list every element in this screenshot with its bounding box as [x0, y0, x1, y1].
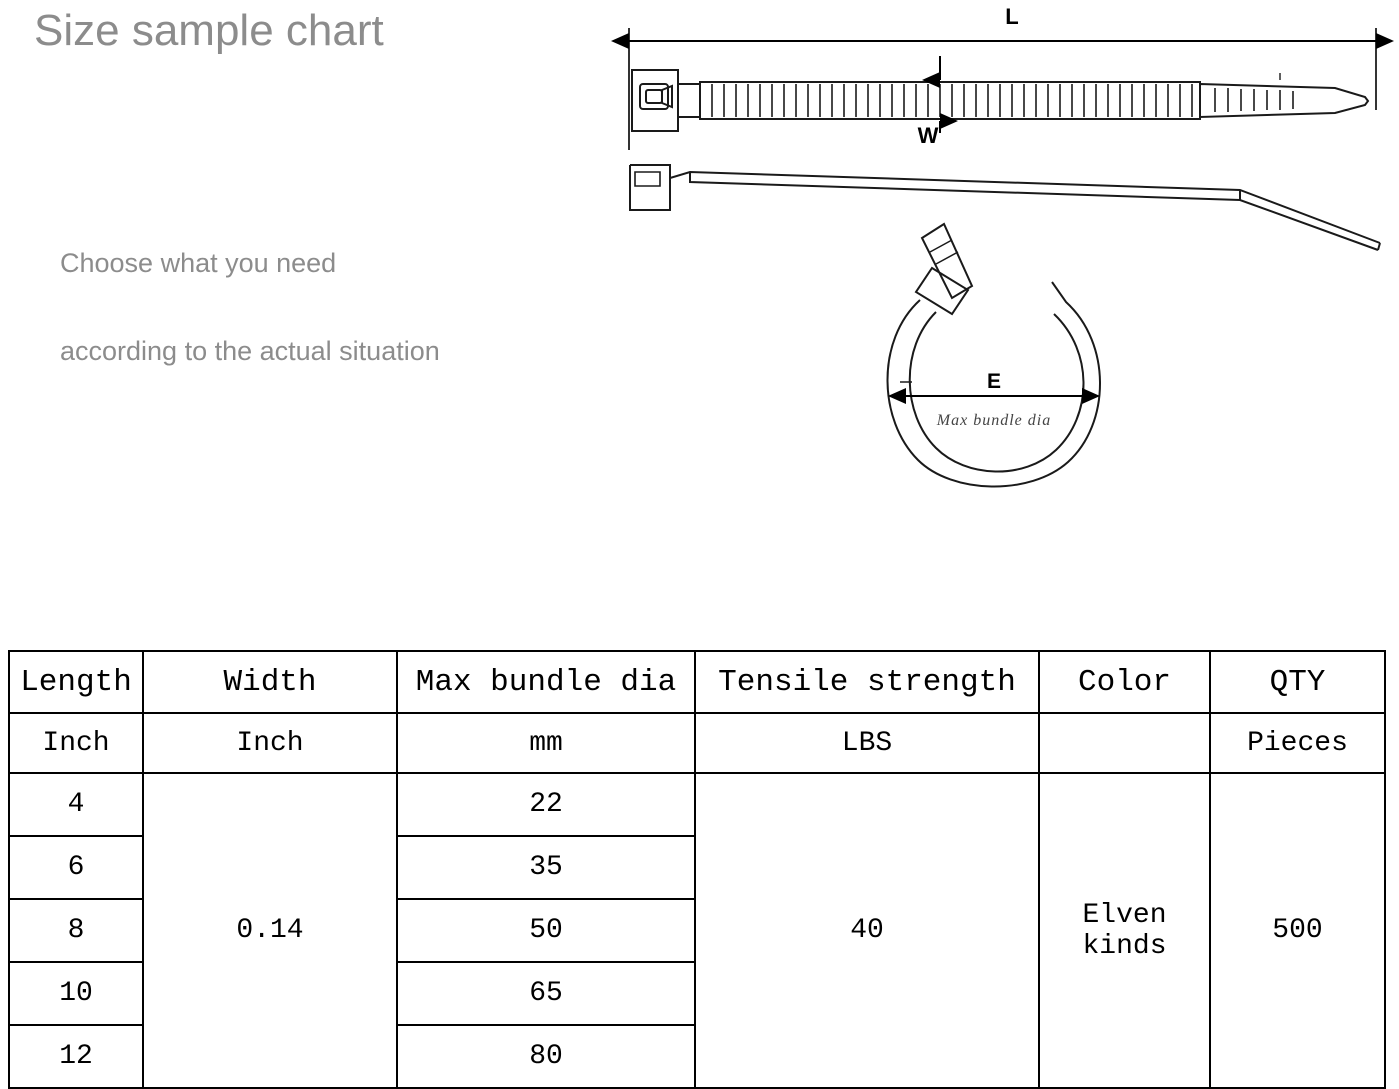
cell-width-value: 0.14 — [143, 773, 397, 1088]
header-qty: QTY — [1210, 651, 1385, 713]
label-bundle: E — [986, 370, 1002, 393]
cell-max-bundle-dia: 80 — [397, 1025, 695, 1088]
cable-tie-top-view — [632, 70, 1368, 131]
cell-max-bundle-dia: 65 — [397, 962, 695, 1025]
cell-length: 12 — [9, 1025, 143, 1088]
cell-qty-value: 500 — [1210, 773, 1385, 1088]
page-title: Size sample chart — [34, 6, 384, 55]
intro-line-2: according to the actual situation — [60, 336, 440, 366]
cell-length: 4 — [9, 773, 143, 836]
length-dimension — [629, 28, 1376, 150]
cable-tie-side-view — [630, 165, 1380, 250]
table-unit-row — [9, 713, 1385, 773]
unit-length: Inch — [9, 713, 143, 773]
header-length: Length — [9, 651, 143, 713]
cable-tie-loop-view — [888, 224, 1101, 487]
unit-max-bundle-dia: mm — [397, 713, 695, 773]
cell-length: 6 — [9, 836, 143, 899]
header-color: Color — [1039, 651, 1210, 713]
label-length: L — [1005, 4, 1019, 29]
cable-tie-illustration — [600, 0, 1399, 520]
label-bundle-subtitle: Max bundle dia — [936, 412, 1052, 429]
unit-width: Inch — [143, 713, 397, 773]
unit-qty: Pieces — [1210, 713, 1385, 773]
cell-max-bundle-dia: 22 — [397, 773, 695, 836]
unit-tensile-strength: LBS — [695, 713, 1039, 773]
cell-max-bundle-dia: 50 — [397, 899, 695, 962]
spec-table — [8, 650, 1386, 1089]
cell-length: 10 — [9, 962, 143, 1025]
header-width: Width — [143, 651, 397, 713]
cell-length: 8 — [9, 899, 143, 962]
table-row — [9, 773, 1385, 836]
cell-max-bundle-dia: 35 — [397, 836, 695, 899]
cell-color-value: Elven kinds — [1039, 773, 1210, 1088]
cell-tensile-value: 40 — [695, 773, 1039, 1088]
table-header-row — [9, 651, 1385, 713]
header-tensile-strength: Tensile strength — [695, 651, 1039, 713]
unit-color — [1039, 713, 1210, 773]
label-width: W — [917, 123, 939, 148]
intro-line-1: Choose what you need — [60, 248, 337, 278]
header-max-bundle-dia: Max bundle dia — [397, 651, 695, 713]
